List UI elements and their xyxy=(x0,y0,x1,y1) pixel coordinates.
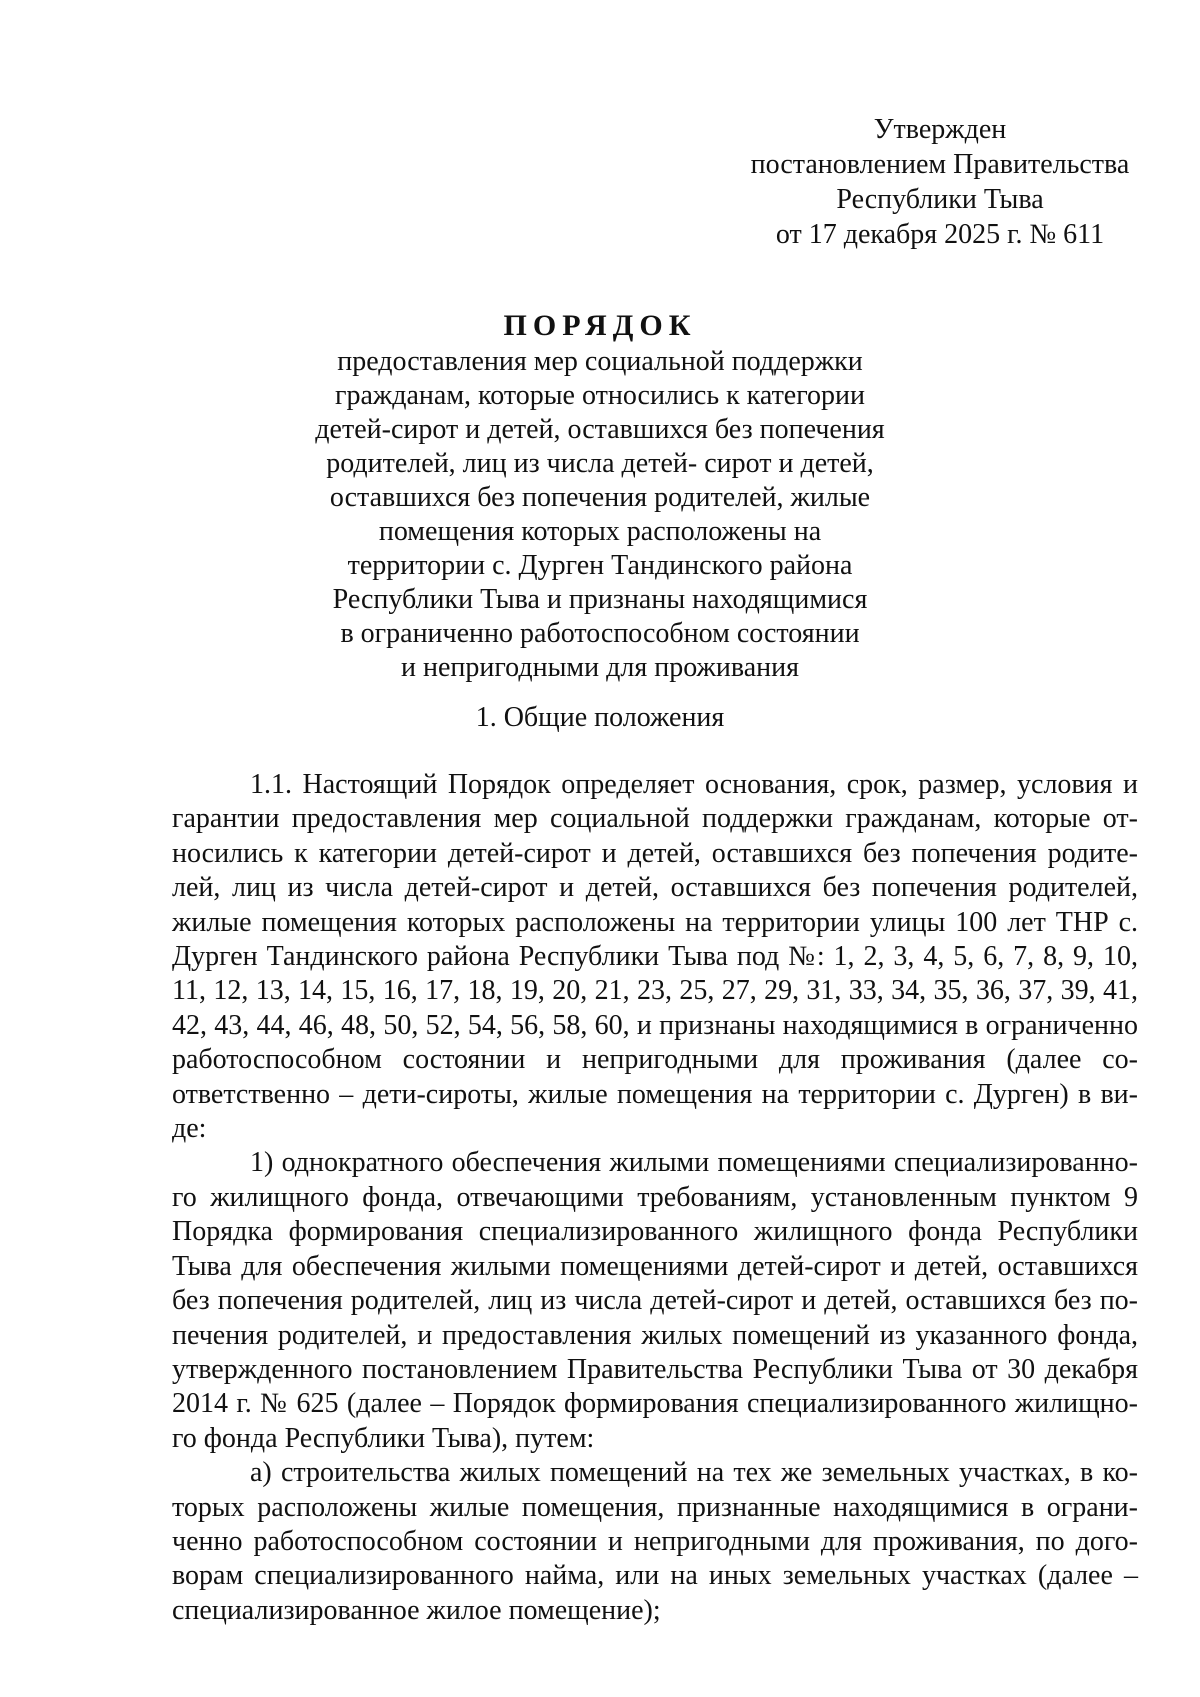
approval-stamp-block xyxy=(740,112,1140,252)
subtitle-line: гражданам, которые относились к категории xyxy=(334,380,865,411)
document-subtitle xyxy=(300,345,900,685)
subtitle-line: оставшихся без попечения родителей, жилые xyxy=(329,482,871,513)
subtitle-line: территории с. Дурген Тандинского района xyxy=(347,550,853,581)
paragraph-item-1: 1) однократного обеспечения жилыми помещениями специализированного жилищного фонда, отвечающими требованиям, установленным пунктом 9 Порядка формирования специализированного жилищного фонда Республики Тыва для обеспечения жилыми помещениями детей-сирот и детей, оставшихся без попечения родителей, лиц из числа детей-сирот и детей, оставшихся без попечения родителей, и предоставления жилых помещений из указанного фонда, утвержденного постановлением Правительства Республики Тыва от 30 декабря 2014 г. № 625 (далее – Порядок формирования специализированного жилищного фонда Республики Тыва), путем: xyxy=(172,1147,1138,1454)
subtitle-line: в ограниченно работоспособном состоянии xyxy=(340,618,860,649)
approval-line: Утвержден xyxy=(873,114,1007,145)
subtitle-line: помещения которых расположены на xyxy=(378,516,822,547)
approval-line: Республики Тыва xyxy=(836,184,1044,215)
paragraph-1-1: 1.1. Настоящий Порядок определяет основания, срок, размер, условия и гарантии предоставления мер социальной поддержки гражданам, которые относились к категории детей-сирот и детей, оставшихся без попечения родителей, лиц из числа детей-сирот и детей, оставшихся без попечения родителей, жилые помещения которых расположены на территории улицы 100 лет ТНР с. Дурген Тандинского района Республики Тыва под №: 1, 2, 3, 4, 5, 6, 7, 8, 9, 10, 11, 12, 13, 14, 15, 16, 17, 18, 19, 20, 21, 23, 25, 27, 29, 31, 33, 34, 35, 36, 37, 39, 41, 42, 43, 44, 46, 48, 50, 52, 54, 56, 58, 60, и признаны находящимися в ограниченно работоспособном состоянии и непригодными для проживания (далее соответственно – дети-сироты, жилые помещения на территории с. Дурген) в виде: xyxy=(172,769,1138,1145)
subtitle-line: Республики Тыва и признаны находящимися xyxy=(332,584,868,615)
document-title: ПОРЯДОК xyxy=(503,309,697,342)
subtitle-line: детей-сирот и детей, оставшихся без попечения xyxy=(315,414,885,445)
subtitle-line: родителей, лиц из числа детей- сирот и детей, xyxy=(326,448,874,479)
paragraph-subitem-a: а) строительства жилых помещений на тех же земельных участках, в которых расположены жилые помещения, признанные находящимися в ограниченно работоспособном состоянии и непригодными для проживания, по договорам специализированного найма, или на иных земельных участках (далее – специализированное жилое помещение); xyxy=(172,1457,1138,1626)
document-body xyxy=(172,768,1138,1628)
approval-date-line: от 17 декабря 2025 г. № 611 xyxy=(775,219,1105,250)
subtitle-line: и непригодными для проживания xyxy=(401,652,799,683)
section-heading: 1. Общие положения xyxy=(475,702,725,733)
subtitle-line: предоставления мер социальной поддержки xyxy=(337,346,863,377)
approval-line: постановлением Правительства xyxy=(750,149,1130,180)
